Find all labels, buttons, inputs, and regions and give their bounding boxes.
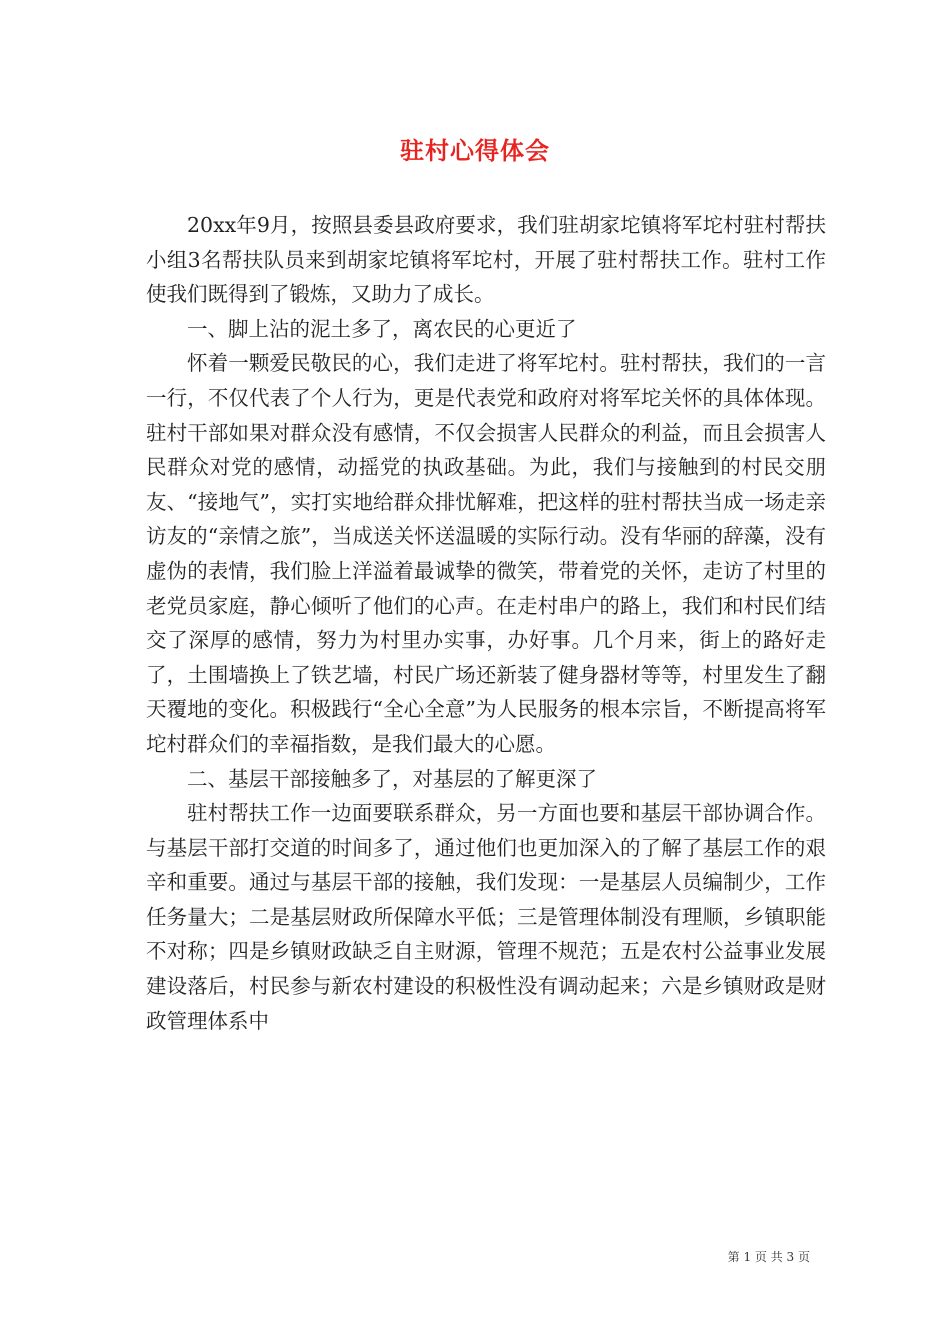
page-number-footer: 第 1 页 共 3 页	[727, 1250, 810, 1264]
paragraph-section-1: 怀着一颗爱民敬民的心，我们走进了将军坨村。驻村帮扶，我们的一言一行，不仅代表了个人行为，更是代表党和政府对将军坨关怀的具体体现。驻村干部如果对群众没有感情，不仅会损害人民群众的利益，而且会损害人民群众对党的感情，动摇党的执政基础。为此，我们与接触到的村民交朋友、“接地气”，实打实地给群众排忧解难，把这样的驻村帮扶当成一场走亲访友的“亲情之旅”，当成送关怀送温暖的实际行动。没有华丽的辞藻，没有虚伪的表情，我们脸上洋溢着最诚挚的微笑，带着党的关怀，走访了村里的老党员家庭，静心倾听了他们的心声。在走村串户的路上，我们和村民们结交了深厚的感情，努力为村里办实事，办好事。几个月来，街上的路好走了，土围墙换上了铁艺墙，村民广场还新装了健身器材等等，村里发生了翻天覆地的变化。积极践行“全心全意”为人民服务的根本宗旨，不断提高将军坨村群众们的幸福指数，是我们最大的心愿。	[146, 351, 826, 756]
section-heading-2: 二、基层干部接触多了，对基层的了解更深了	[187, 766, 597, 791]
section-heading-1: 一、脚上沾的泥土多了，离农民的心更近了	[187, 316, 577, 341]
paragraph-section-2: 驻村帮扶工作一边面要联系群众，另一方面也要和基层干部协调合作。与基层干部打交道的时间多了，通过他们也更加深入的了解了基层工作的艰辛和重要。通过与基层干部的接触，我们发现：一是基层人员编制少，工作任务量大；二是基层财政所保障水平低；三是管理体制没有理顺，乡镇职能不对称；四是乡镇财政缺乏自主财源，管理不规范；五是农村公益事业发展建设落后，村民参与新农村建设的积极性没有调动起来；六是乡镇财政是财政管理体系中	[146, 801, 826, 1033]
paragraph-intro: 20xx年9月，按照县委县政府要求，我们驻胡家坨镇将军坨村驻村帮扶小组3名帮扶队员来到胡家坨镇将军坨村，开展了驻村帮扶工作。驻村工作使我们既得到了锻炼，又助力了成长。	[146, 213, 826, 307]
page-title: 驻村心得体会	[400, 136, 550, 165]
document-body	[146, 208, 826, 1038]
